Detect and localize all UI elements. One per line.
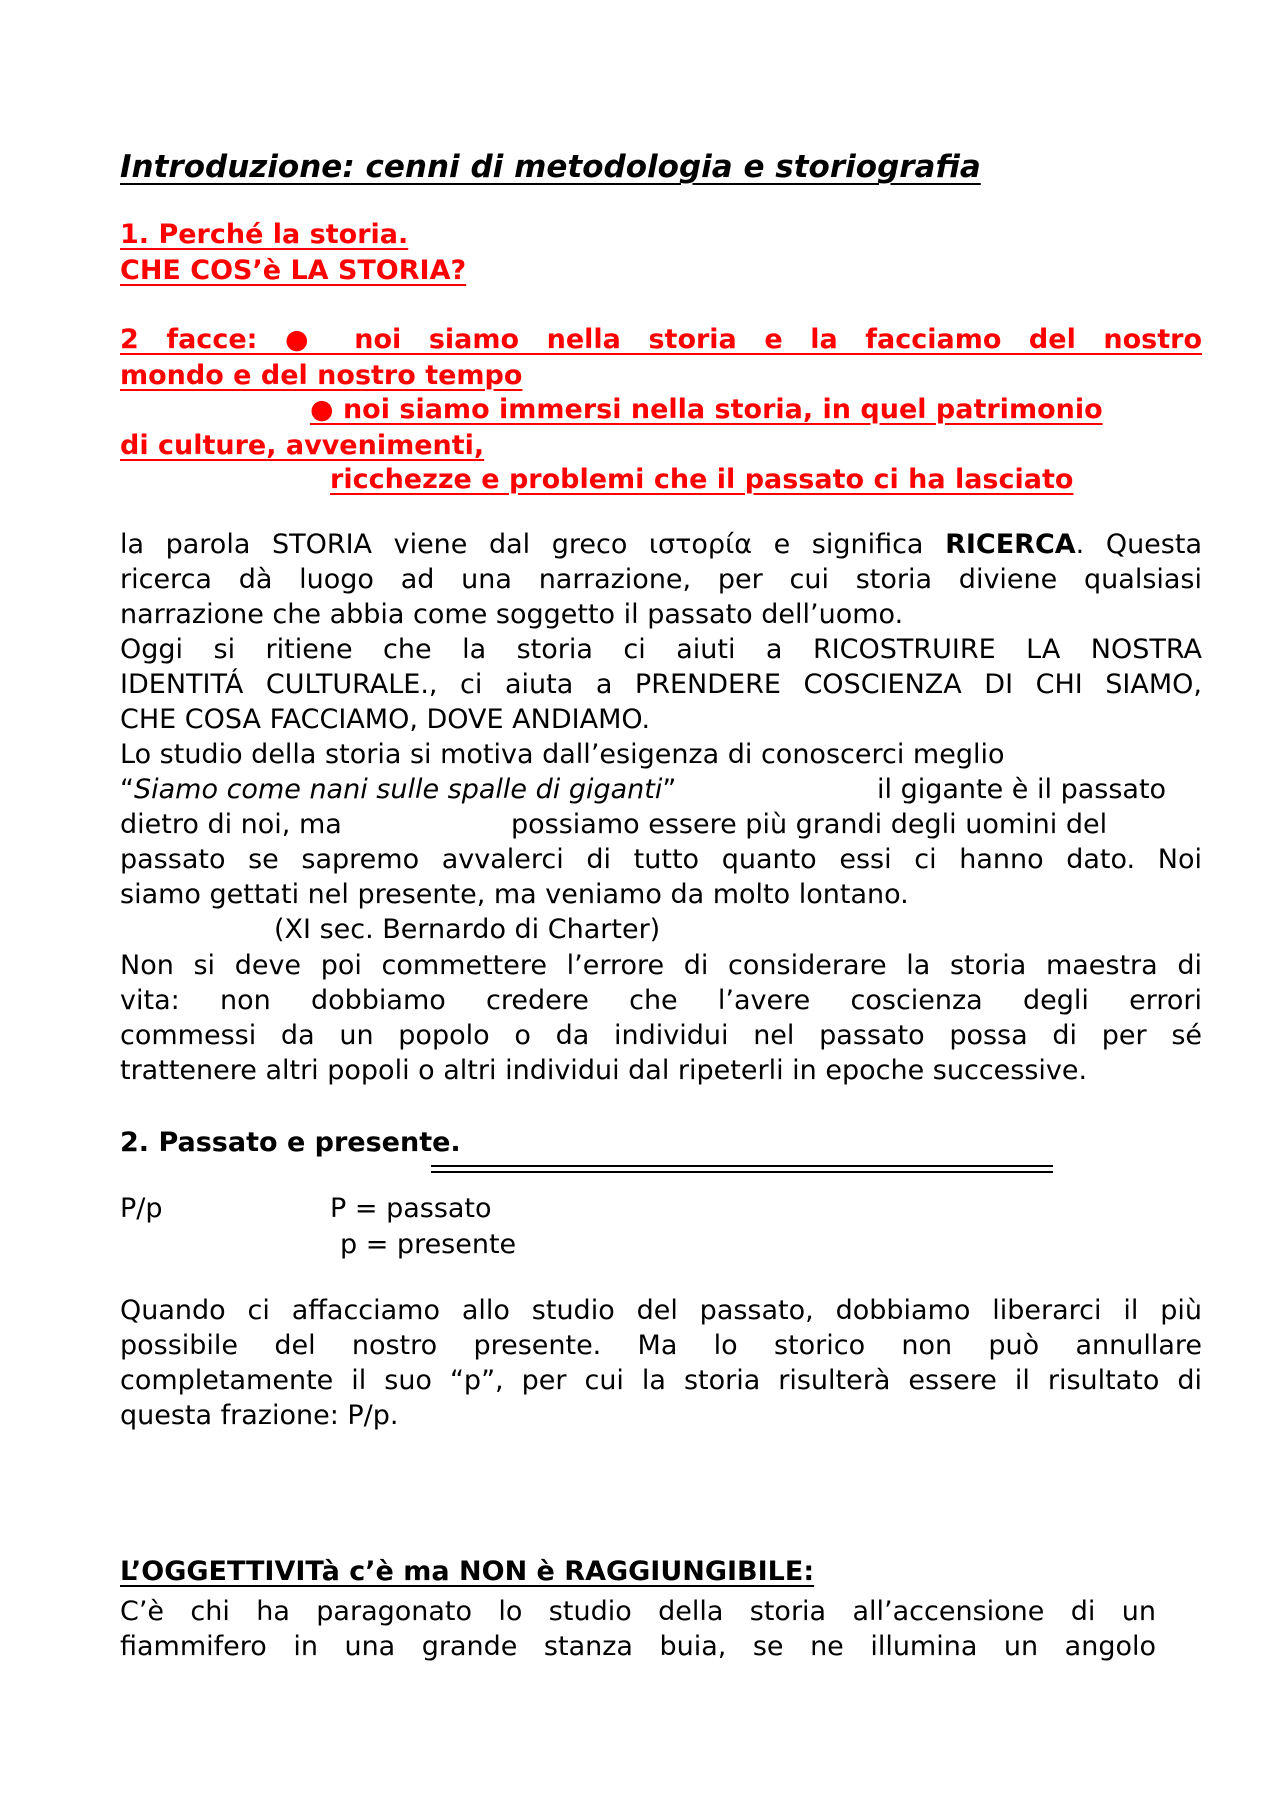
section2-heading: 2. Passato e presente. bbox=[120, 1127, 461, 1158]
formula-presente: p = presente bbox=[340, 1229, 517, 1260]
section3-line2: fiammifero in una grande stanza buia, se ne illumina un angolo bbox=[120, 1631, 1156, 1662]
formula-passato: P = passato bbox=[330, 1193, 492, 1224]
para4-line1: Non si deve poi commettere l’errore di considerare la storia maestra di bbox=[120, 950, 1202, 981]
quote-line bbox=[120, 773, 676, 807]
para2-line2: IDENTITÁ CULTURALE., ci aiuta a PRENDERE COSCIENZA DI CHI SIAMO, bbox=[120, 669, 1202, 700]
quote-close: ” bbox=[662, 774, 677, 805]
section3-heading: L’OGGETTIVITà c’è ma NON è RAGGIUNGIBILE: bbox=[120, 1556, 815, 1587]
para3-line5: siamo gettati nel presente, ma veniamo da molto lontano. bbox=[120, 879, 909, 910]
facce-line-1: 2 facce: ● noi siamo nella storia e la facciamo del nostro bbox=[120, 324, 1202, 355]
section3-line1: C’è chi ha paragonato lo studio della storia all’accensione di un bbox=[120, 1596, 1156, 1627]
facce-line-3: ● noi siamo immersi nella storia, in quel patrimonio bbox=[310, 394, 1103, 425]
para3-line3b: possiamo essere più grandi degli uomini del bbox=[511, 809, 1108, 840]
quote-open: “ bbox=[120, 774, 134, 805]
section2-line1: Quando ci affacciamo allo studio del passato, dobbiamo liberarci il più bbox=[120, 1295, 1202, 1326]
para3-line6: (XI sec. Bernardo di Charter) bbox=[274, 914, 661, 945]
quote-text: Siamo come nani sulle spalle di giganti bbox=[134, 774, 663, 805]
para4-line3: commessi da un popolo o da individui nel passato possa di per sé bbox=[120, 1020, 1202, 1051]
para1-line2: ricerca dà luogo ad una narrazione, per cui storia diviene qualsiasi bbox=[120, 564, 1202, 595]
section2-double-rule bbox=[431, 1165, 1053, 1173]
para1-text-a: la parola STORIA viene dal greco ιστορία e significa bbox=[120, 529, 924, 560]
para3-line3a: dietro di noi, ma bbox=[120, 809, 342, 840]
section2-line3: completamente il suo “p”, per cui la storia risulterà essere il risultato di bbox=[120, 1365, 1202, 1396]
section1-subheading: CHE COS’è LA STORIA? bbox=[120, 255, 467, 286]
section1-heading: 1. Perché la storia. bbox=[120, 219, 409, 250]
para2-line1: Oggi si ritiene che la storia ci aiuti a RICOSTRUIRE LA NOSTRA bbox=[120, 634, 1202, 665]
facce-line-5: ricchezze e problemi che il passato ci ha lasciato bbox=[330, 464, 1074, 495]
para4-line2: vita: non dobbiamo credere che l’avere coscienza degli errori bbox=[120, 985, 1202, 1016]
para1-line1 bbox=[120, 528, 1202, 562]
quote-after: il gigante è il passato bbox=[877, 774, 1167, 805]
para1-ricerca: RICERCA bbox=[945, 529, 1076, 560]
facce-line-2: mondo e del nostro tempo bbox=[120, 360, 523, 391]
facce-line-4: di culture, avvenimenti, bbox=[120, 430, 485, 461]
formula-left: P/p bbox=[120, 1193, 163, 1224]
para4-line4: trattenere altri popoli o altri individui dal ripeterli in epoche successive. bbox=[120, 1055, 1088, 1086]
para3-line4: passato se sapremo avvalerci di tutto quanto essi ci hanno dato. Noi bbox=[120, 844, 1202, 875]
section2-line4: questa frazione: P/p. bbox=[120, 1400, 399, 1431]
para1-text-b: . Questa bbox=[1075, 529, 1202, 560]
para3-line1: Lo studio della storia si motiva dall’esigenza di conoscerci meglio bbox=[120, 739, 1005, 770]
document-title: Introduzione: cenni di metodologia e storiografia bbox=[120, 149, 981, 185]
section2-line2: possibile del nostro presente. Ma lo storico non può annullare bbox=[120, 1330, 1202, 1361]
para1-line3: narrazione che abbia come soggetto il passato dell’uomo. bbox=[120, 599, 904, 630]
para2-line3: CHE COSA FACCIAMO, DOVE ANDIAMO. bbox=[120, 704, 651, 735]
